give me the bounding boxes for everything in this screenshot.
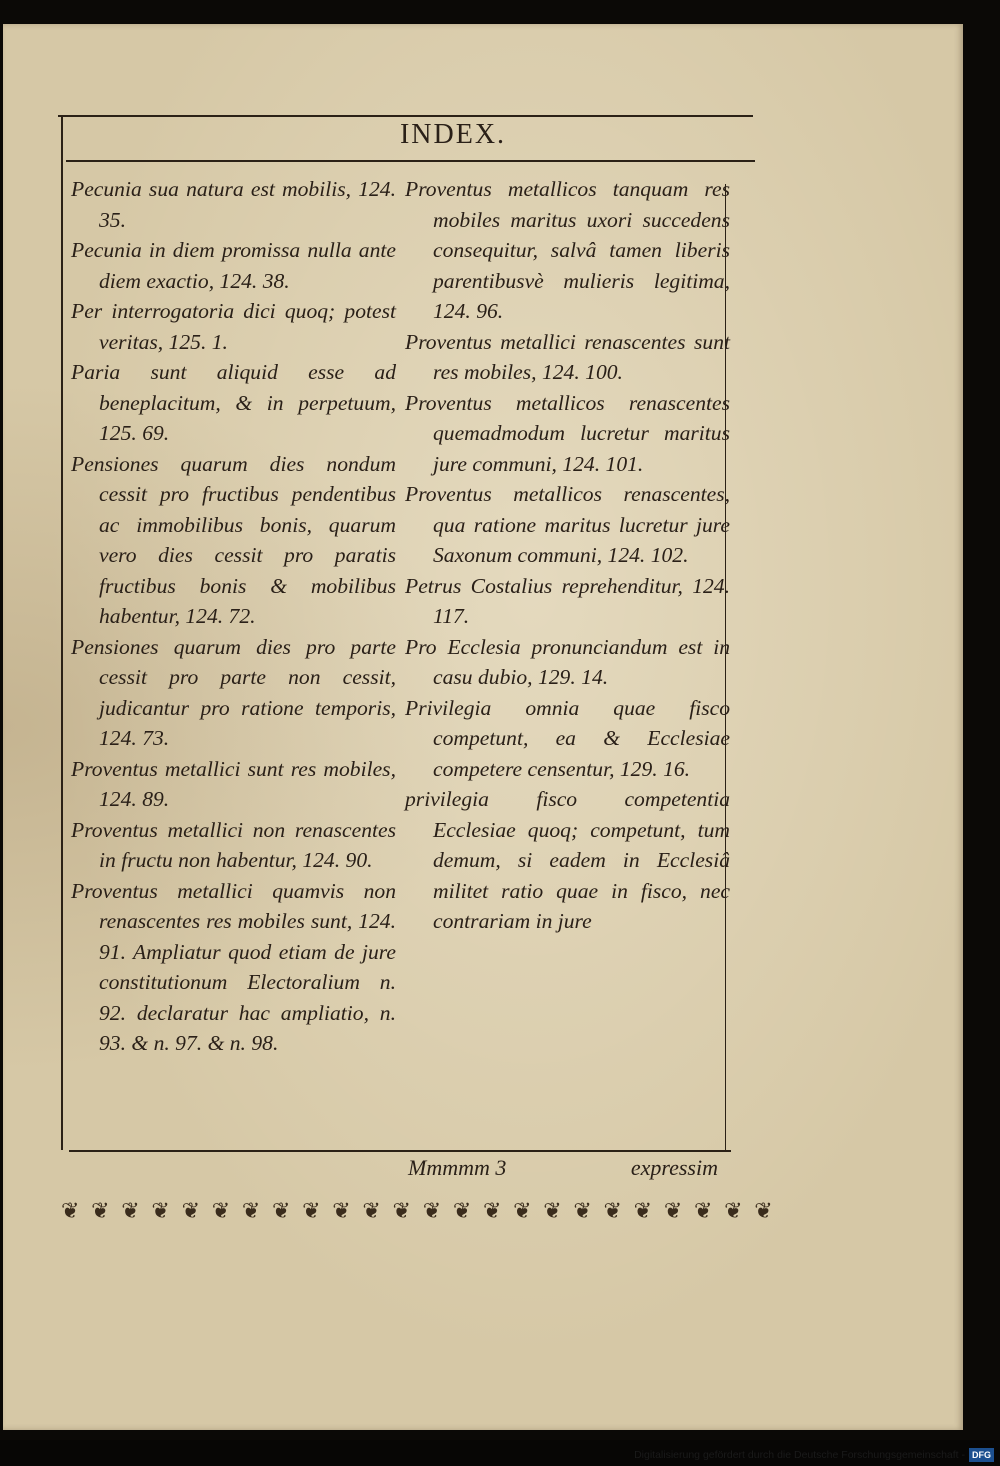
fleuron-icon: ❦ (693, 1198, 713, 1224)
header-rule (66, 160, 755, 162)
index-entry: privilegia fisco competentia Ecclesiae quoq; competunt, tum demum, si eadem in Ecclesiâ militet ratio quae in fisco, nec contrariam in jure (405, 787, 730, 933)
book-page (3, 24, 963, 1430)
digitization-credit (634, 1447, 994, 1463)
index-entry: Privilegia omnia quae fisco competunt, ea & Ecclesiae competere censentur, 129. 16. (405, 695, 730, 781)
fleuron-icon: ❦ (603, 1198, 622, 1224)
fleuron-icon: ❦ (91, 1198, 110, 1224)
ornamental-border (61, 1194, 773, 1228)
fleuron-icon: ❦ (392, 1198, 411, 1224)
left-border-rule (61, 117, 63, 1150)
fleuron-icon: ❦ (724, 1198, 743, 1224)
index-entry: Proventus metallici renascentes sunt res mobiles, 124. 100. (405, 329, 730, 384)
fleuron-icon: ❦ (362, 1198, 381, 1224)
index-entry: Proventus metallici quamvis non renascentes res mobiles sunt, 124. 91. Ampliatur quod etiam de jure constitutionum Electoralium n. 92. declaratur hac ampliatio, n. 93. & n. 97. & n. 98. (71, 878, 396, 1055)
fleuron-icon: ❦ (181, 1198, 200, 1224)
fleuron-icon: ❦ (633, 1198, 653, 1224)
dfg-logo: DFG (969, 1448, 994, 1462)
index-entry: Pro Ecclesia pronunciandum est in casu dubio, 129. 14. (405, 634, 730, 689)
top-border-rule (58, 115, 753, 117)
fleuron-icon: ❦ (422, 1198, 442, 1224)
fleuron-icon: ❦ (754, 1198, 773, 1224)
fleuron-icon: ❦ (513, 1198, 532, 1224)
index-entry: Petrus Costalius reprehenditur, 124. 117. (405, 573, 730, 628)
fleuron-icon: ❦ (332, 1198, 351, 1224)
index-entry: Per interrogatoria dici quoq; potest veritas, 125. 1. (71, 299, 396, 354)
right-column (405, 174, 730, 937)
index-entry: Proventus metallicos renascentes quemadmodum lucretur maritus jure communi, 124. 101. (405, 390, 730, 476)
index-entry: Proventus metallicos renascentes, qua ratione maritus lucretur jure Saxonum communi, 124. 102. (405, 482, 730, 567)
fleuron-icon: ❦ (121, 1198, 140, 1224)
fleuron-icon: ❦ (271, 1198, 291, 1224)
index-entry: Proventus metallici non renascentes in fructu non habentur, 124. 90. (71, 817, 396, 872)
index-entry: Pecunia sua natura est mobilis, 124. 35. (71, 177, 396, 232)
credit-text: Digitalisierung gefördert durch die Deutsche Forschungsgemeinschaft - (634, 1449, 965, 1461)
fleuron-icon: ❦ (452, 1198, 472, 1224)
fleuron-icon: ❦ (482, 1198, 502, 1224)
index-entry: Pecunia in diem promissa nulla ante diem exactio, 124. 38. (71, 238, 396, 293)
fleuron-icon: ❦ (151, 1198, 170, 1224)
bottom-border-rule (69, 1150, 731, 1152)
left-column (71, 174, 396, 1059)
index-entry: Proventus metallici sunt res mobiles, 124. 89. (71, 756, 396, 811)
index-entry: Paria sunt aliquid esse ad beneplacitum, & in perpetuum, 125. 69. (71, 360, 396, 445)
index-entry: Pensiones quarum dies pro parte cessit pro parte non cessit, judicantur pro ratione temporis, 124. 73. (71, 634, 396, 750)
page-header: INDEX. (399, 119, 507, 150)
fleuron-icon: ❦ (241, 1198, 261, 1224)
fleuron-icon: ❦ (663, 1198, 683, 1224)
index-entry: Proventus metallicos tanquam res mobiles maritus uxori succedens consequitur, salvâ tamen liberis parentibusvè mulieris legitima, 124. 96. (405, 177, 730, 323)
fleuron-icon: ❦ (302, 1198, 321, 1224)
fleuron-icon: ❦ (211, 1198, 231, 1224)
fleuron-icon: ❦ (573, 1198, 592, 1224)
fleuron-icon: ❦ (61, 1198, 80, 1224)
signature-mark: Mmmmm 3 (408, 1155, 507, 1180)
index-entry: Pensiones quarum dies nondum cessit pro fructibus pendentibus ac immobilibus bonis, quarum vero dies cessit pro paratis fructibus bonis & mobilibus habentur, 124. 72. (71, 451, 396, 628)
catchword: expressim (630, 1155, 718, 1180)
fleuron-icon: ❦ (543, 1198, 562, 1224)
